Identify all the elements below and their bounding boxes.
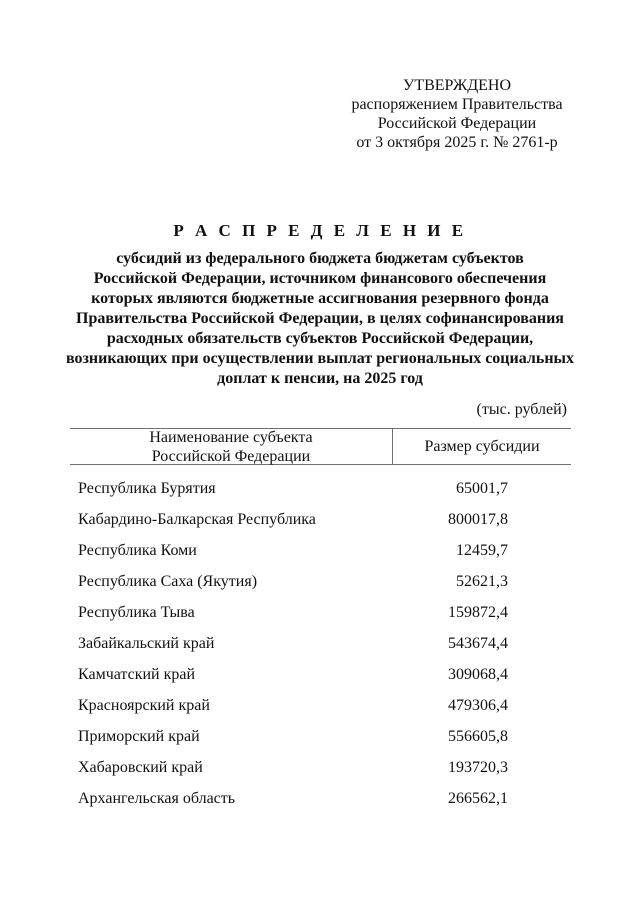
subsidy-amount: 52621,3 <box>456 572 508 590</box>
region-name: Забайкальский край <box>78 634 215 652</box>
subsidy-amount: 266562,1 <box>448 789 508 807</box>
region-name: Архангельская область <box>78 789 236 807</box>
region-name: Республика Бурятия <box>78 479 216 497</box>
subsidy-amount: 479306,4 <box>448 696 508 714</box>
table-row <box>70 597 571 628</box>
approval-line-government: Российской Федерации <box>377 115 537 132</box>
region-name: Камчатский край <box>78 665 196 683</box>
approval-line-approved: УТВЕРЖДЕНО <box>402 77 511 94</box>
approval-line-date-number: от 3 октября 2025 г. № 2761-р <box>356 134 558 151</box>
table-row <box>70 504 571 535</box>
subsidy-amount: 159872,4 <box>448 603 508 621</box>
subsidy-amount: 12459,7 <box>456 541 508 559</box>
approval-block <box>346 76 568 152</box>
table-row <box>70 783 571 814</box>
approval-line-order: распоряжением Правительства <box>351 96 563 113</box>
subtitle-line: которых являются бюджетные ассигнования резервного фонда <box>91 290 549 307</box>
column-header-region-line2: Российской Федерации <box>151 447 311 465</box>
column-header-region-line1: Наименование субъекта <box>149 428 313 446</box>
table-row <box>70 659 571 690</box>
subsidy-amount: 65001,7 <box>456 479 508 497</box>
subsidy-amount: 800017,8 <box>448 510 508 528</box>
subsidy-amount: 556605,8 <box>448 727 508 745</box>
subsidy-table <box>70 428 571 814</box>
region-name: Красноярский край <box>78 696 210 714</box>
table-header <box>70 428 571 465</box>
subtitle-line: Российской Федерации, источником финансового обеспечения <box>93 270 547 287</box>
subtitle-line: Правительства Российской Федерации, в целях софинансирования <box>76 310 564 327</box>
table-row <box>70 721 571 752</box>
table-row <box>70 473 571 504</box>
title-block <box>40 221 600 389</box>
subtitle-line: субсидий из федерального бюджета бюджетам субъектов <box>116 250 524 267</box>
subtitle-line: возникающих при осуществлении выплат региональных социальных <box>65 350 575 367</box>
region-name: Республика Саха (Якутия) <box>78 572 258 590</box>
region-name: Республика Тыва <box>78 603 195 621</box>
table-row <box>70 690 571 721</box>
table-row <box>70 566 571 597</box>
document-heading: Р А С П Р Е Д Е Л Е Н И Е <box>173 221 467 240</box>
subsidy-amount: 543674,4 <box>448 634 508 652</box>
table-row <box>70 628 571 659</box>
region-name: Хабаровский край <box>78 758 203 776</box>
column-header-amount: Размер субсидии <box>392 429 571 464</box>
document-subtitle <box>40 249 600 389</box>
subsidy-amount: 193720,3 <box>448 758 508 776</box>
table-row <box>70 752 571 783</box>
subtitle-line: расходных обязательств субъектов Российской Федерации, <box>106 330 534 347</box>
region-name: Республика Коми <box>78 541 197 559</box>
region-name: Приморский край <box>78 727 200 745</box>
table-row <box>70 535 571 566</box>
column-header-region <box>70 429 392 464</box>
subsidy-amount: 309068,4 <box>448 665 508 683</box>
table-body <box>70 465 571 814</box>
region-name: Кабардино-Балкарская Республика <box>78 510 316 528</box>
subtitle-line: доплат к пенсии, на 2025 год <box>217 370 423 387</box>
units-note: (тыс. рублей) <box>476 401 567 418</box>
